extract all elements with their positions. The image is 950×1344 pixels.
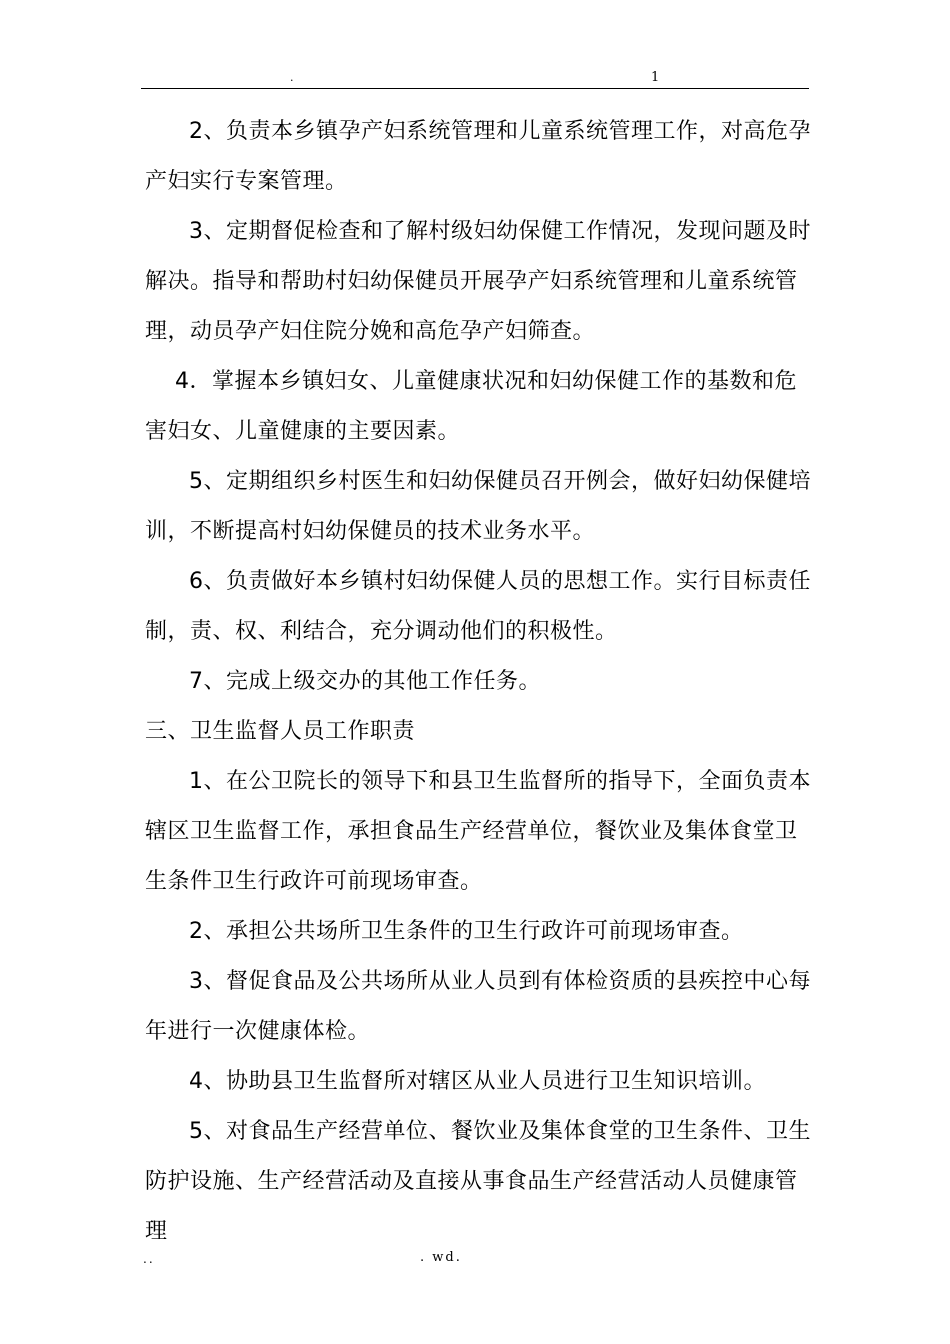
paragraph-item-5: 5、定期组织乡村医生和妇幼保健员召开例会，做好妇幼保健培训，不断提高村妇幼保健员的技术业务水平。: [145, 469, 811, 544]
paragraph-duty-5: 5、对食品生产经营单位、餐饮业及集体食堂的卫生条件、卫生防护设施、生产经营活动及直接从事食品生产经营活动人员健康管理: [145, 1119, 811, 1244]
paragraph-duty-4: 4、协助县卫生监督所对辖区从业人员进行卫生知识培训。: [189, 1069, 766, 1094]
section-heading: 三、卫生监督人员工作职责: [145, 719, 416, 744]
page-number: 1: [651, 70, 660, 85]
footer-left-mark: ..: [143, 1252, 155, 1266]
paragraph-item-7: 7、完成上级交办的其他工作任务。: [189, 669, 541, 694]
footer-center-mark: . wd.: [420, 1250, 462, 1265]
page-header: [141, 72, 809, 89]
header-dot: .: [290, 71, 294, 84]
paragraph-item-4: 4．掌握本乡镇妇女、儿童健康状况和妇幼保健工作的基数和危害妇女、儿童健康的主要因素。: [145, 369, 797, 444]
paragraph-duty-3: 3、督促食品及公共场所从业人员到有体检资质的县疾控中心每年进行一次健康体检。: [145, 969, 811, 1044]
paragraph-duty-1: 1、在公卫院长的领导下和县卫生监督所的指导下，全面负责本辖区卫生监督工作，承担食品生产经营单位，餐饮业及集体食堂卫生条件卫生行政许可前现场审查。: [145, 769, 811, 894]
paragraph-item-6: 6、负责做好本乡镇村妇幼保健人员的思想工作。实行目标责任制，责、权、利结合，充分调动他们的积极性。: [145, 569, 811, 644]
document-body: [145, 107, 813, 1257]
paragraph-duty-2: 2、承担公共场所卫生条件的卫生行政许可前现场审查。: [189, 919, 744, 944]
paragraph-item-2: 2、负责本乡镇孕产妇系统管理和儿童系统管理工作，对高危孕产妇实行专案管理。: [145, 119, 811, 194]
paragraph-item-3: 3、定期督促检查和了解村级妇幼保健工作情况，发现问题及时解决。指导和帮助村妇幼保健员开展孕产妇系统管理和儿童系统管理，动员孕产妇住院分娩和高危孕产妇筛查。: [145, 219, 811, 344]
